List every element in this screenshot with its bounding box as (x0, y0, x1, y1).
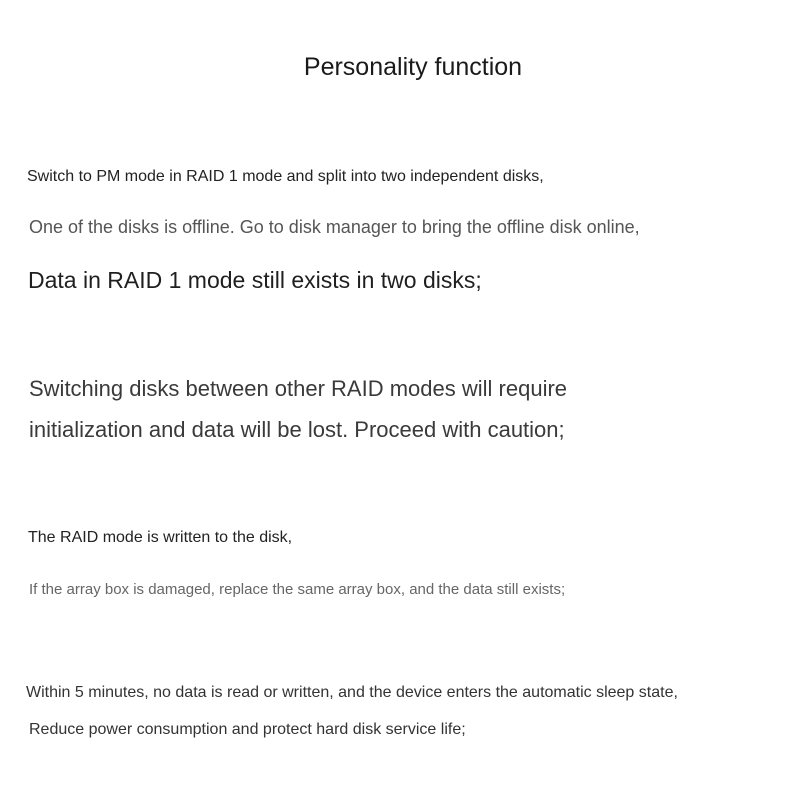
raid1-data-line: Data in RAID 1 mode still exists in two disks; (28, 267, 482, 293)
array-box-line: If the array box is damaged, replace the same array box, and the data still exists; (29, 581, 566, 598)
power-saving-line: Reduce power consumption and protect hard disk service life; (29, 721, 466, 738)
offline-disk-line: One of the disks is offline. Go to disk manager to bring the offline disk online, (29, 217, 640, 237)
pm-mode-line: Switch to PM mode in RAID 1 mode and split into two independent disks, (27, 168, 544, 185)
raid-caution-line: initialization and data will be lost. Proceed with caution; (29, 417, 565, 442)
raid-written-line: The RAID mode is written to the disk, (28, 529, 293, 546)
sleep-state-line: Within 5 minutes, no data is read or written, and the device enters the automatic sleep state, (26, 684, 678, 701)
raid-switch-line: Switching disks between other RAID modes will require (29, 376, 568, 401)
page-title: Personality function (303, 53, 523, 81)
